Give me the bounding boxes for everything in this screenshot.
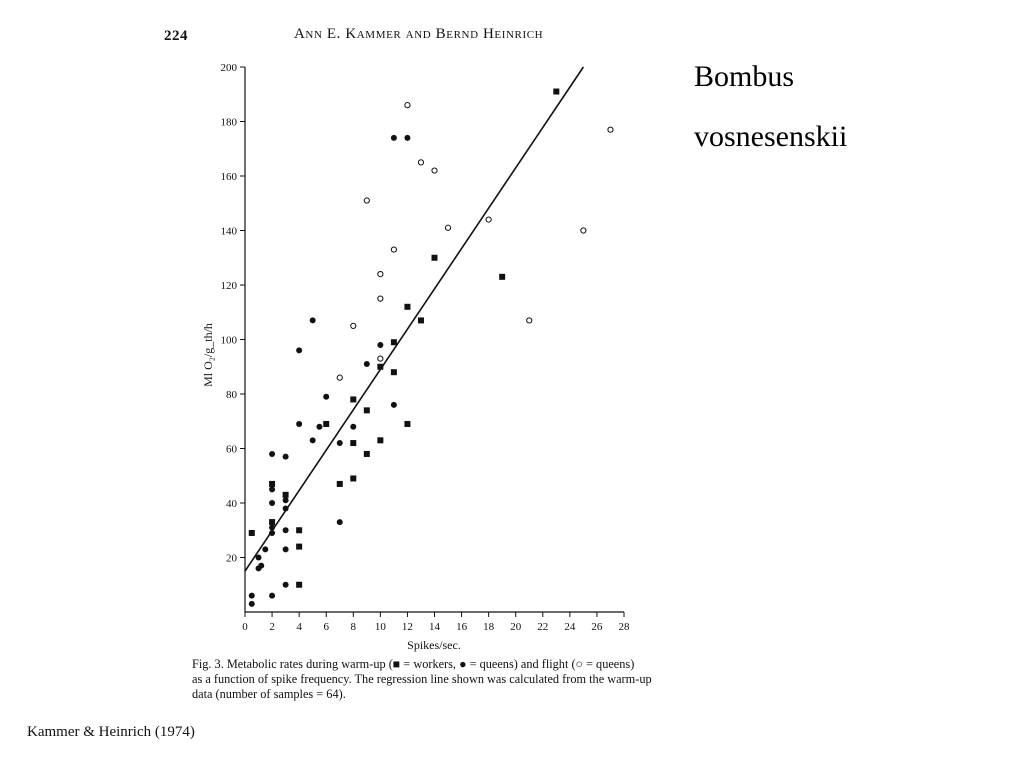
queen-point <box>337 519 343 525</box>
worker-point <box>350 396 356 402</box>
y-tick-label: 80 <box>226 389 237 401</box>
queen-point <box>283 582 289 588</box>
y-tick-label: 20 <box>226 552 237 565</box>
x-tick-label: 10 <box>374 621 386 633</box>
queen-point <box>269 451 275 457</box>
running-head: Ann E. Kammer and Bernd Heinrich <box>294 26 544 42</box>
flight-queen-point <box>445 225 450 230</box>
worker-point <box>296 527 302 533</box>
queen-point <box>249 601 255 607</box>
queen-point <box>249 593 255 599</box>
x-tick-label: 12 <box>401 621 413 633</box>
flight-queen-point <box>351 323 356 328</box>
queen-point <box>296 347 302 353</box>
caption-line: as a function of spike frequency. The regression line shown was calculated from the warm-up <box>192 672 652 686</box>
x-tick-label: 28 <box>618 621 630 633</box>
x-tick-label: 16 <box>456 621 468 633</box>
flight-queen-point <box>486 217 491 222</box>
queen-point <box>404 135 410 141</box>
worker-point <box>249 530 255 536</box>
worker-point <box>377 364 383 370</box>
y-tick-label: 140 <box>220 225 237 238</box>
queen-point <box>269 530 275 536</box>
worker-point <box>391 369 397 375</box>
queen-point <box>256 555 262 561</box>
queen-point <box>391 402 397 408</box>
x-tick-label: 22 <box>537 621 549 633</box>
x-tick-label: 20 <box>510 621 522 633</box>
worker-point <box>283 492 289 498</box>
flight-queen-point <box>527 318 532 323</box>
worker-point <box>377 437 383 443</box>
queen-point <box>337 440 343 446</box>
flight-queen-point <box>418 160 423 165</box>
slide-title-genus: Bombus <box>694 60 795 93</box>
chart-axes <box>221 62 631 633</box>
y-tick-label: 60 <box>226 443 237 456</box>
y-axis-label: Ml O₂/g_th/h <box>201 323 215 387</box>
queen-point <box>323 394 329 400</box>
queen-point <box>316 424 322 430</box>
worker-point <box>418 317 424 323</box>
flight-queen-point <box>364 198 369 203</box>
x-tick-label: 18 <box>483 621 495 633</box>
page-number: 224 <box>164 28 188 44</box>
queen-point <box>310 437 316 443</box>
x-tick-label: 24 <box>564 621 576 633</box>
regression-line <box>245 67 583 571</box>
x-tick-label: 26 <box>591 621 603 633</box>
queen-point <box>364 361 370 367</box>
queen-point <box>258 563 264 569</box>
queen-point <box>296 421 302 427</box>
queen-point <box>350 424 356 430</box>
flight-queen-point <box>337 375 342 380</box>
worker-point <box>269 519 275 525</box>
flight-queen-point <box>608 127 613 132</box>
queen-point <box>283 497 289 503</box>
caption-line: data (number of samples = 64). <box>192 687 346 701</box>
worker-point <box>432 255 438 261</box>
x-tick-label: 2 <box>269 621 275 633</box>
x-tick-label: 0 <box>242 621 248 633</box>
queen-point <box>310 317 316 323</box>
flight-queen-point <box>581 228 586 233</box>
queen-point <box>283 454 289 460</box>
y-tick-label: 100 <box>220 334 237 347</box>
worker-point <box>499 274 505 280</box>
chart-marks <box>245 67 613 607</box>
queen-point <box>262 546 268 552</box>
worker-point <box>350 475 356 481</box>
queen-point <box>391 135 397 141</box>
queen-point <box>377 342 383 348</box>
flight-queen-point <box>391 247 396 252</box>
worker-point <box>553 89 559 95</box>
y-tick-label: 40 <box>226 498 237 510</box>
worker-point <box>350 440 356 446</box>
caption-line: Fig. 3. Metabolic rates during warm-up (■ = workers, ● = queens) and flight (○ = queens) <box>192 657 635 671</box>
worker-point <box>269 481 275 487</box>
queen-point <box>269 486 275 492</box>
y-tick-label: 160 <box>220 171 237 183</box>
queen-point <box>269 593 275 599</box>
x-tick-label: 14 <box>429 621 440 633</box>
x-axis-label: Spikes/sec. <box>407 638 461 652</box>
queen-point <box>283 527 289 533</box>
worker-point <box>323 421 329 427</box>
worker-point <box>404 304 410 310</box>
flight-queen-point <box>432 168 437 173</box>
queen-point <box>269 525 275 531</box>
citation-credit: Kammer & Heinrich (1974) <box>27 724 195 740</box>
x-tick-label: 6 <box>323 621 329 633</box>
y-tick-label: 180 <box>220 116 237 129</box>
y-tick-label: 120 <box>220 280 237 292</box>
queen-point <box>283 505 289 511</box>
worker-point <box>296 582 302 588</box>
y-tick-label: 200 <box>220 62 237 74</box>
worker-point <box>364 451 370 457</box>
slide-title-species: vosnesenskii <box>694 120 848 153</box>
flight-queen-point <box>378 356 383 361</box>
worker-point <box>391 339 397 345</box>
worker-point <box>337 481 343 487</box>
worker-point <box>404 421 410 427</box>
x-tick-label: 4 <box>296 621 302 633</box>
queen-point <box>269 500 275 506</box>
worker-point <box>364 407 370 413</box>
worker-point <box>296 544 302 550</box>
flight-queen-point <box>405 103 410 108</box>
flight-queen-point <box>378 272 383 277</box>
queen-point <box>283 546 289 552</box>
x-tick-label: 8 <box>350 621 357 633</box>
figure-caption <box>192 657 712 702</box>
flight-queen-point <box>378 296 383 301</box>
